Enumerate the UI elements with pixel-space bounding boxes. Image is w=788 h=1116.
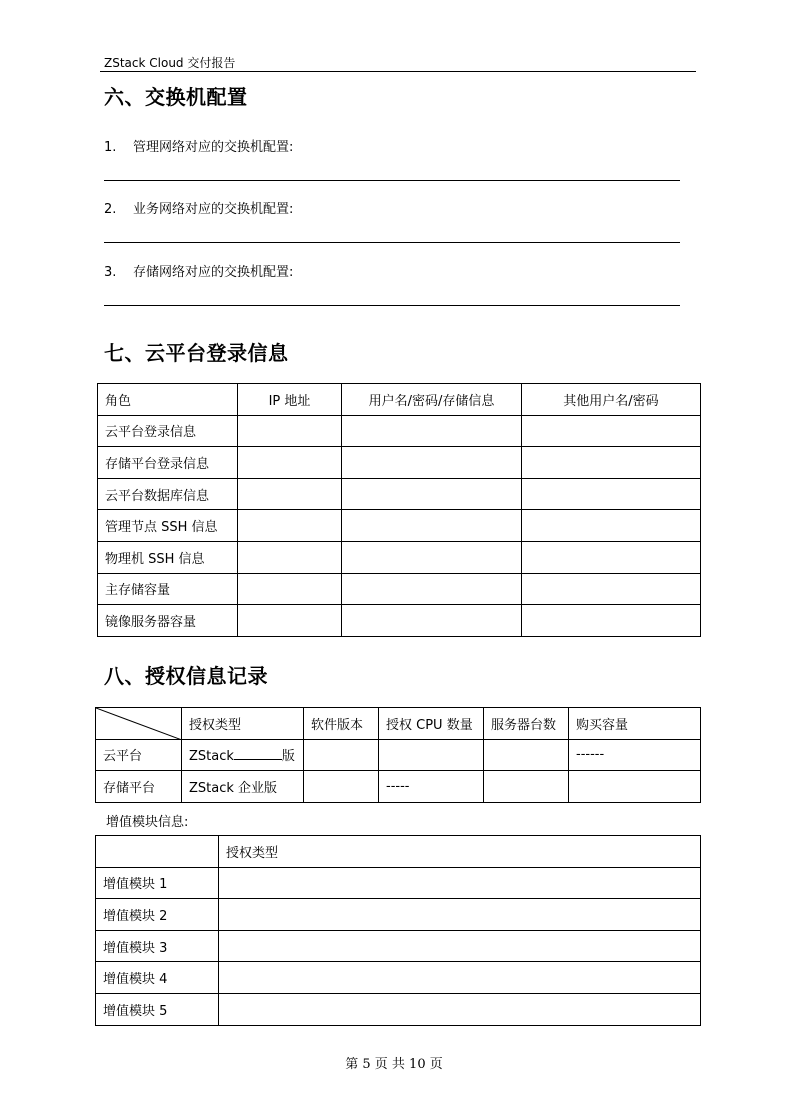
input-cell[interactable] [238, 478, 342, 510]
table-row [98, 478, 701, 510]
diagonal-corner-cell [96, 708, 182, 740]
input-cell[interactable] [342, 573, 522, 605]
input-cell[interactable] [238, 510, 342, 542]
header-cell: IP 地址 [238, 384, 342, 416]
table-row [96, 867, 701, 899]
input-cell[interactable] [522, 541, 701, 573]
input-cell[interactable] [238, 605, 342, 637]
addon-label: 增值模块信息: [106, 815, 189, 830]
table-row [98, 510, 701, 542]
login-info-table [97, 383, 701, 637]
input-cell[interactable] [484, 739, 569, 771]
table-row [98, 447, 701, 479]
type-suffix: 版 [281, 749, 295, 765]
table-row [96, 739, 701, 771]
item-number: 3. [104, 265, 117, 280]
cpu-cell[interactable]: ----- [379, 771, 484, 803]
input-cell[interactable] [342, 510, 522, 542]
row-label: 镜像服务器容量 [98, 605, 238, 637]
input-cell[interactable] [219, 899, 701, 931]
input-cell[interactable] [522, 605, 701, 637]
table-row [98, 605, 701, 637]
input-cell[interactable] [238, 415, 342, 447]
table-header-row [96, 836, 701, 868]
header-rule [100, 71, 696, 72]
table-row [96, 771, 701, 803]
input-cell[interactable] [238, 447, 342, 479]
header-cell: 角色 [98, 384, 238, 416]
input-cell[interactable] [342, 605, 522, 637]
switch-item-3 [104, 261, 293, 280]
header-cell: 购买容量 [569, 708, 701, 740]
row-label: 云平台 [96, 739, 182, 771]
input-cell[interactable] [342, 541, 522, 573]
switch-item-1 [104, 136, 293, 155]
table-row [96, 899, 701, 931]
table-header-row [96, 708, 701, 740]
header-cell: 授权类型 [182, 708, 304, 740]
header-cell: 授权 CPU 数量 [379, 708, 484, 740]
table-row [96, 930, 701, 962]
table-row [96, 962, 701, 994]
section-7-title: 七、云平台登录信息 [104, 341, 289, 365]
table-row [96, 993, 701, 1025]
input-cell[interactable] [219, 930, 701, 962]
input-cell[interactable] [522, 415, 701, 447]
input-cell[interactable] [379, 739, 484, 771]
header-cell: 服务器台数 [484, 708, 569, 740]
input-cell[interactable] [522, 510, 701, 542]
input-cell[interactable] [219, 962, 701, 994]
row-label: 增值模块 5 [96, 993, 219, 1025]
addon-table [95, 835, 701, 1026]
capacity-cell[interactable]: ------ [569, 739, 701, 771]
input-cell[interactable] [522, 478, 701, 510]
input-cell[interactable] [219, 867, 701, 899]
fill-line-1 [104, 180, 680, 181]
input-cell[interactable] [304, 771, 379, 803]
empty-corner-cell [96, 836, 219, 868]
item-label: 存储网络对应的交换机配置: [133, 265, 294, 280]
page-footer: 第 5 页 共 10 页 [345, 1057, 443, 1072]
header-cell: 软件版本 [304, 708, 379, 740]
table-row [98, 573, 701, 605]
row-label: 云平台登录信息 [98, 415, 238, 447]
row-label: 存储平台 [96, 771, 182, 803]
license-table [95, 707, 701, 803]
header-cell: 用户名/密码/存储信息 [342, 384, 522, 416]
input-cell[interactable] [304, 739, 379, 771]
row-label: 增值模块 2 [96, 899, 219, 931]
header-cell: 授权类型 [219, 836, 701, 868]
input-cell[interactable] [522, 573, 701, 605]
table-row [98, 415, 701, 447]
fill-line-3 [104, 305, 680, 306]
input-cell[interactable] [238, 573, 342, 605]
row-label: 主存储容量 [98, 573, 238, 605]
input-cell[interactable] [342, 478, 522, 510]
input-cell[interactable] [522, 447, 701, 479]
blank-underline[interactable] [234, 747, 282, 760]
row-label: 增值模块 3 [96, 930, 219, 962]
item-label: 管理网络对应的交换机配置: [133, 140, 294, 155]
input-cell[interactable] [342, 415, 522, 447]
row-label: 管理节点 SSH 信息 [98, 510, 238, 542]
section-8-title: 八、授权信息记录 [104, 664, 268, 688]
item-number: 1. [104, 140, 117, 155]
fill-line-2 [104, 242, 680, 243]
license-type-cell [182, 739, 304, 771]
header-cell: 其他用户名/密码 [522, 384, 701, 416]
document-header: ZStack Cloud 交付报告 [104, 56, 236, 70]
row-label: 物理机 SSH 信息 [98, 541, 238, 573]
switch-item-2 [104, 198, 293, 217]
section-6-title: 六、交换机配置 [104, 85, 248, 109]
input-cell[interactable] [342, 447, 522, 479]
row-label: 增值模块 1 [96, 867, 219, 899]
input-cell[interactable] [484, 771, 569, 803]
type-prefix: ZStack [189, 749, 234, 765]
diagonal-line [96, 708, 182, 740]
row-label: 增值模块 4 [96, 962, 219, 994]
item-label: 业务网络对应的交换机配置: [133, 202, 294, 217]
input-cell[interactable] [219, 993, 701, 1025]
input-cell[interactable] [238, 541, 342, 573]
license-type-cell: ZStack 企业版 [182, 771, 304, 803]
table-header-row [98, 384, 701, 416]
capacity-cell[interactable] [569, 771, 701, 803]
row-label: 云平台数据库信息 [98, 478, 238, 510]
item-number: 2. [104, 202, 117, 217]
row-label: 存储平台登录信息 [98, 447, 238, 479]
table-row [98, 541, 701, 573]
